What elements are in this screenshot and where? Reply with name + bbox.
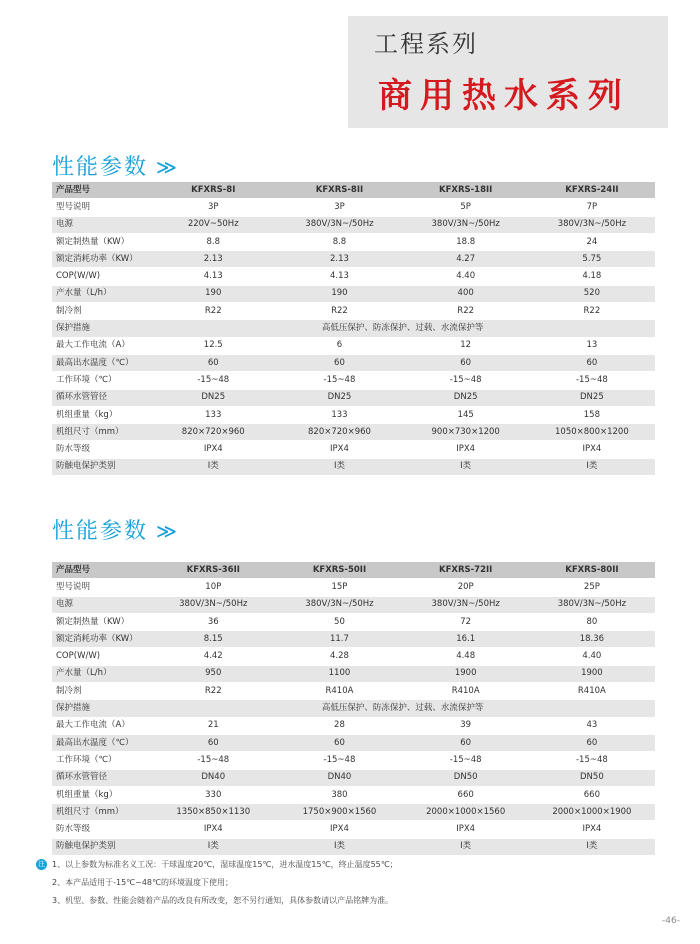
table-cell: 4.48	[403, 648, 529, 665]
series-subtitle: 工程系列	[374, 30, 478, 58]
table-cell: IPX4	[403, 441, 529, 458]
table-cell: 8.8	[150, 233, 276, 250]
table-cell: DN25	[403, 389, 529, 406]
table-cell: 60	[529, 734, 655, 751]
table-cell: -15~48	[150, 752, 276, 769]
note-text: 3、机型、参数、性能会随着产品的改良有所改变，恕不另行通知，具体参数请以产品铭牌为准。	[52, 896, 394, 905]
table-cell: 4.18	[529, 268, 655, 285]
table-cell: DN25	[529, 389, 655, 406]
row-label: 机组尺寸（mm）	[52, 424, 150, 441]
note-text: 1、以上参数为标准名义工况：干球温度20℃，湿球温度15℃，进水温度15℃，终止温度55℃；	[52, 860, 398, 869]
table-cell: IPX4	[529, 441, 655, 458]
row-label: 额定消耗功率（KW）	[52, 631, 150, 648]
table-row	[52, 389, 655, 406]
row-label: 防触电保护类别	[52, 838, 150, 855]
row-label: 电源	[52, 596, 150, 613]
section-title-text: 性能参数	[52, 155, 149, 180]
section-title-text: 性能参数	[52, 519, 149, 544]
table-cell: I类	[276, 458, 402, 475]
table-cell: 4.42	[150, 648, 276, 665]
table-cell: IPX4	[150, 441, 276, 458]
table-cell: DN40	[150, 769, 276, 786]
table-cell: 380V/3N~/50Hz	[276, 596, 402, 613]
table-cell: 7P	[529, 199, 655, 216]
table-row	[52, 683, 655, 700]
table-cell: DN25	[150, 389, 276, 406]
table-cell: -15~48	[529, 372, 655, 389]
column-header: 产品型号	[52, 182, 150, 199]
row-label: 工作环境（℃）	[52, 752, 150, 769]
table-cell: 60	[150, 734, 276, 751]
table-cell: I类	[529, 838, 655, 855]
row-label: 机组尺寸（mm）	[52, 804, 150, 821]
table-cell: 1050×800×1200	[529, 424, 655, 441]
table-cell: 5.75	[529, 251, 655, 268]
table-cell: 60	[403, 734, 529, 751]
table-cell: R22	[403, 303, 529, 320]
table-cell: 660	[529, 786, 655, 803]
row-label: 保护措施	[52, 320, 150, 337]
table-cell: 145	[403, 406, 529, 423]
table-cell: 380V/3N~/50Hz	[403, 596, 529, 613]
table-cell: 900×730×1200	[403, 424, 529, 441]
row-label: 防水等级	[52, 441, 150, 458]
table-cell: 5P	[403, 199, 529, 216]
row-label: 保护措施	[52, 700, 150, 717]
table-cell: 60	[276, 734, 402, 751]
table-cell: 10P	[150, 579, 276, 596]
table-row	[52, 786, 655, 803]
table-cell: I类	[150, 838, 276, 855]
note-badge: 注	[38, 860, 45, 868]
row-label: 制冷剂	[52, 303, 150, 320]
table-cell: 4.28	[276, 648, 402, 665]
column-header: KFXRS-18II	[403, 182, 529, 199]
table-cell-merged: 高低压保护、防冻保护、过载、水流保护等	[150, 700, 655, 717]
table-cell: 330	[150, 786, 276, 803]
table-cell: 50	[276, 613, 402, 630]
table-row	[52, 769, 655, 786]
table-header-row	[52, 182, 655, 199]
row-label: 循环水管管径	[52, 389, 150, 406]
section-title-2	[52, 514, 174, 545]
table-row	[52, 613, 655, 630]
table-cell: 4.13	[150, 268, 276, 285]
column-header: KFXRS-24II	[529, 182, 655, 199]
table-cell: 36	[150, 613, 276, 630]
row-label: 电源	[52, 216, 150, 233]
table-cell: IPX4	[150, 821, 276, 838]
row-label: 循环水管管径	[52, 769, 150, 786]
table-row	[52, 233, 655, 250]
row-label: 产水量（L/h）	[52, 665, 150, 682]
column-header: KFXRS-72II	[403, 562, 529, 579]
table-row	[52, 199, 655, 216]
table-cell: 380V/3N~/50Hz	[529, 216, 655, 233]
table-row	[52, 579, 655, 596]
page-number: -46-	[662, 916, 680, 926]
row-label: 最高出水温度（℃）	[52, 354, 150, 371]
table-cell: I类	[403, 838, 529, 855]
column-header: KFXRS-8II	[276, 182, 402, 199]
table-cell: 18.8	[403, 233, 529, 250]
table-cell: 1900	[403, 665, 529, 682]
row-label: 产水量（L/h）	[52, 285, 150, 302]
table-cell: 660	[403, 786, 529, 803]
table-cell: 2.13	[276, 251, 402, 268]
table-cell: 190	[276, 285, 402, 302]
table-cell: 60	[403, 354, 529, 371]
note-item	[36, 874, 656, 892]
table-cell: 4.40	[529, 648, 655, 665]
table-cell: IPX4	[529, 821, 655, 838]
double-chevron-right-icon: ≫	[156, 155, 174, 179]
table-row	[52, 216, 655, 233]
row-label: 型号说明	[52, 199, 150, 216]
table-cell: 2000×1000×1560	[403, 804, 529, 821]
table-row	[52, 734, 655, 751]
table-cell: 18.36	[529, 631, 655, 648]
row-label: 工作环境（℃）	[52, 372, 150, 389]
table-cell: 20P	[403, 579, 529, 596]
table-row	[52, 372, 655, 389]
table-cell: I类	[150, 458, 276, 475]
table-row	[52, 268, 655, 285]
table-cell: 1750×900×1560	[276, 804, 402, 821]
table-cell: 8.8	[276, 233, 402, 250]
table-cell: IPX4	[276, 441, 402, 458]
double-chevron-right-icon: ≫	[156, 519, 174, 543]
table-cell: I类	[276, 838, 402, 855]
row-label: 最大工作电流（A）	[52, 337, 150, 354]
column-header: KFXRS-50II	[276, 562, 402, 579]
table-cell: DN50	[403, 769, 529, 786]
table-row	[52, 648, 655, 665]
table-row	[52, 424, 655, 441]
row-label: 最高出水温度（℃）	[52, 734, 150, 751]
table-cell: 13	[529, 337, 655, 354]
table-cell: 11.7	[276, 631, 402, 648]
table-row	[52, 320, 655, 337]
table-cell: 28	[276, 717, 402, 734]
table-cell: 820×720×960	[276, 424, 402, 441]
table-cell: -15~48	[403, 752, 529, 769]
table-row	[52, 821, 655, 838]
row-label: 防水等级	[52, 821, 150, 838]
table-cell: R22	[150, 303, 276, 320]
spec-table-2	[52, 562, 655, 856]
table-cell: -15~48	[276, 372, 402, 389]
row-label: 机组重量（kg）	[52, 406, 150, 423]
section-title-1	[52, 150, 174, 181]
table-cell: 39	[403, 717, 529, 734]
table-row	[52, 752, 655, 769]
table-cell: DN40	[276, 769, 402, 786]
row-label: COP(W/W)	[52, 268, 150, 285]
spec-table-1	[52, 182, 655, 476]
table-cell: IPX4	[403, 821, 529, 838]
note-item	[36, 856, 656, 874]
table-cell: 21	[150, 717, 276, 734]
table-row	[52, 303, 655, 320]
row-label: 额定制热量（KW）	[52, 613, 150, 630]
table-row	[52, 717, 655, 734]
table-cell-merged: 高低压保护、防冻保护、过载、水流保护等	[150, 320, 655, 337]
column-header: 产品型号	[52, 562, 150, 579]
table-cell: 60	[276, 354, 402, 371]
table-row	[52, 441, 655, 458]
table-cell: -15~48	[150, 372, 276, 389]
table-cell: 1900	[529, 665, 655, 682]
table-cell: 380V/3N~/50Hz	[276, 216, 402, 233]
table-cell: 158	[529, 406, 655, 423]
table-cell: -15~48	[276, 752, 402, 769]
table-cell: 4.27	[403, 251, 529, 268]
series-title: 商用热水系列	[378, 76, 630, 116]
note-text: 2、本产品适用于-15℃~48℃的环境温度下使用；	[52, 878, 234, 887]
table-cell: 133	[150, 406, 276, 423]
table-cell: 3P	[276, 199, 402, 216]
table-cell: 380V/3N~/50Hz	[150, 596, 276, 613]
table-cell: 12	[403, 337, 529, 354]
table-cell: 43	[529, 717, 655, 734]
row-label: 制冷剂	[52, 683, 150, 700]
table-row	[52, 406, 655, 423]
table-cell: 80	[529, 613, 655, 630]
table-cell: I类	[529, 458, 655, 475]
table-row	[52, 458, 655, 475]
table-cell: 1100	[276, 665, 402, 682]
table-cell: 380V/3N~/50Hz	[403, 216, 529, 233]
table-cell: R22	[150, 683, 276, 700]
table-cell: 520	[529, 285, 655, 302]
table-cell: R410A	[276, 683, 402, 700]
table-cell: 400	[403, 285, 529, 302]
note-item	[36, 892, 656, 910]
table-row	[52, 631, 655, 648]
column-header: KFXRS-36II	[150, 562, 276, 579]
table-cell: 24	[529, 233, 655, 250]
table-row	[52, 251, 655, 268]
column-header: KFXRS-8I	[150, 182, 276, 199]
table-row	[52, 354, 655, 371]
table-cell: 4.40	[403, 268, 529, 285]
table-row	[52, 337, 655, 354]
table-cell: 380V/3N~/50Hz	[529, 596, 655, 613]
row-label: 额定制热量（KW）	[52, 233, 150, 250]
row-label: 额定消耗功率（KW）	[52, 251, 150, 268]
table-cell: 950	[150, 665, 276, 682]
table-cell: 820×720×960	[150, 424, 276, 441]
table-cell: DN25	[276, 389, 402, 406]
table-cell: 2000×1000×1900	[529, 804, 655, 821]
table-row	[52, 838, 655, 855]
row-label: 最大工作电流（A）	[52, 717, 150, 734]
table-cell: 72	[403, 613, 529, 630]
table-cell: I类	[403, 458, 529, 475]
table-cell: 15P	[276, 579, 402, 596]
table-cell: 3P	[150, 199, 276, 216]
table-row	[52, 804, 655, 821]
row-label: 型号说明	[52, 579, 150, 596]
table-cell: 1350×850×1130	[150, 804, 276, 821]
table-cell: R22	[529, 303, 655, 320]
table-cell: 6	[276, 337, 402, 354]
table-cell: R410A	[529, 683, 655, 700]
table-cell: 12.5	[150, 337, 276, 354]
column-header: KFXRS-80II	[529, 562, 655, 579]
table-cell: 190	[150, 285, 276, 302]
table-cell: DN50	[529, 769, 655, 786]
row-label: COP(W/W)	[52, 648, 150, 665]
table-row	[52, 700, 655, 717]
table-row	[52, 665, 655, 682]
table-cell: IPX4	[276, 821, 402, 838]
table-cell: 25P	[529, 579, 655, 596]
table-cell: 8.15	[150, 631, 276, 648]
table-cell: R22	[276, 303, 402, 320]
notes-block	[36, 856, 656, 910]
table-cell: 4.13	[276, 268, 402, 285]
table-cell: 380	[276, 786, 402, 803]
row-label: 机组重量（kg）	[52, 786, 150, 803]
table-cell: 2.13	[150, 251, 276, 268]
table-row	[52, 285, 655, 302]
row-label: 防触电保护类别	[52, 458, 150, 475]
table-header-row	[52, 562, 655, 579]
table-cell: 220V~50Hz	[150, 216, 276, 233]
table-cell: -15~48	[529, 752, 655, 769]
table-cell: 60	[529, 354, 655, 371]
table-cell: 133	[276, 406, 402, 423]
table-cell: -15~48	[403, 372, 529, 389]
table-cell: 60	[150, 354, 276, 371]
table-cell: 16.1	[403, 631, 529, 648]
table-cell: R410A	[403, 683, 529, 700]
table-row	[52, 596, 655, 613]
